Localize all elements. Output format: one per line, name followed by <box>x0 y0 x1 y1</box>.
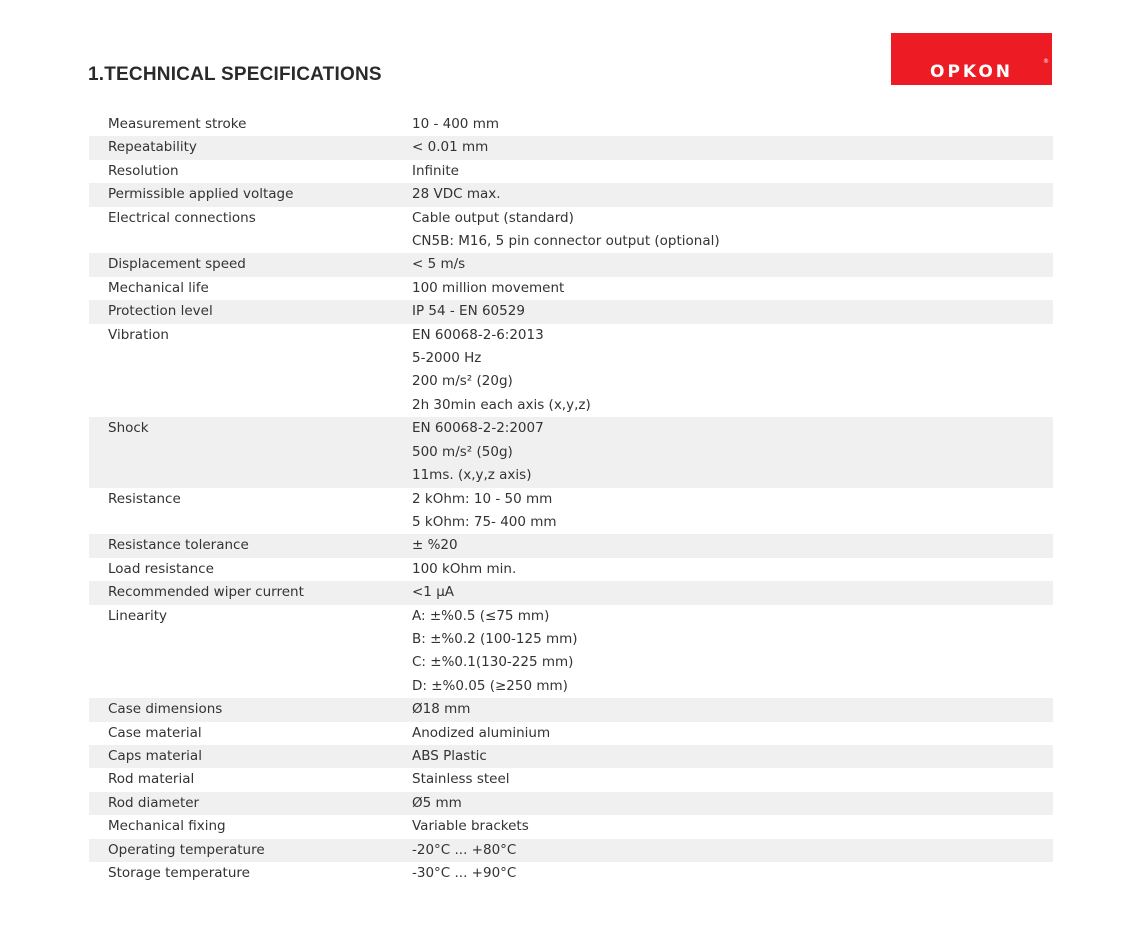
spec-label: Repeatability <box>108 139 197 156</box>
spec-label: Recommended wiper current <box>108 584 304 601</box>
spec-value: C: ±%0.1(130-225 mm) <box>412 654 574 671</box>
spec-value: < 5 m/s <box>412 256 466 273</box>
spec-row <box>89 558 1053 581</box>
spec-value: 100 million movement <box>412 279 565 296</box>
spec-row <box>89 113 1053 136</box>
spec-value: Ø18 mm <box>412 701 471 718</box>
spec-label: Resistance <box>108 490 181 507</box>
spec-values <box>412 253 1053 276</box>
spec-values <box>412 745 1053 768</box>
spec-row <box>89 839 1053 862</box>
spec-value: 200 m/s² (20g) <box>412 373 513 390</box>
spec-row <box>89 722 1053 745</box>
spec-value: EN 60068-2-6:2013 <box>412 326 544 343</box>
spec-label: Measurement stroke <box>108 116 247 132</box>
spec-label: Resolution <box>108 162 179 179</box>
spec-value: D: ±%0.05 (≥250 mm) <box>412 677 568 694</box>
spec-label: Rod material <box>108 771 195 788</box>
spec-row <box>89 324 1053 418</box>
spec-label: Caps material <box>108 747 202 764</box>
spec-values <box>412 558 1053 581</box>
spec-value: Infinite <box>412 162 459 179</box>
spec-row <box>89 300 1053 323</box>
spec-values <box>412 160 1053 183</box>
spec-row <box>89 488 1053 535</box>
spec-label: Load resistance <box>108 560 214 577</box>
spec-value: Variable brackets <box>412 818 529 835</box>
spec-value: -20°C ... +80°C <box>412 841 517 858</box>
spec-value: Cable output (standard) <box>412 209 574 226</box>
spec-values <box>412 324 1053 418</box>
spec-row <box>89 768 1053 791</box>
spec-value: 5-2000 Hz <box>412 350 482 367</box>
spec-values <box>412 815 1053 838</box>
spec-value: 2 kOhm: 10 - 50 mm <box>412 490 553 507</box>
logo-text: OPKON <box>930 62 1013 82</box>
spec-value: EN 60068-2-2:2007 <box>412 420 544 437</box>
spec-label: Operating temperature <box>108 841 265 858</box>
registered-mark: ® <box>1043 58 1049 65</box>
spec-values <box>412 136 1053 159</box>
spec-value: Stainless steel <box>412 771 510 788</box>
spec-value: B: ±%0.2 (100-125 mm) <box>412 630 578 647</box>
spec-row <box>89 183 1053 206</box>
spec-values <box>412 768 1053 791</box>
spec-value: CN5B: M16, 5 pin connector output (optional) <box>412 233 720 250</box>
spec-row <box>89 815 1053 838</box>
spec-row <box>89 207 1053 254</box>
spec-row <box>89 862 1053 885</box>
spec-value: 5 kOhm: 75- 400 mm <box>412 513 557 530</box>
spec-label: Storage temperature <box>108 865 250 881</box>
spec-row <box>89 160 1053 183</box>
spec-value: Anodized aluminium <box>412 724 551 741</box>
spec-value: <1 µA <box>412 584 455 601</box>
spec-value: < 0.01 mm <box>412 139 489 156</box>
spec-row <box>89 581 1053 604</box>
spec-label: Permissible applied voltage <box>108 186 294 203</box>
spec-label: Mechanical life <box>108 279 209 296</box>
spec-value: 500 m/s² (50g) <box>412 443 513 460</box>
spec-values <box>412 417 1053 487</box>
spec-label: Electrical connections <box>108 209 256 226</box>
spec-label: Rod diameter <box>108 794 200 811</box>
spec-row <box>89 792 1053 815</box>
spec-label: Case dimensions <box>108 701 223 718</box>
spec-values <box>412 792 1053 815</box>
spec-value: IP 54 - EN 60529 <box>412 303 525 320</box>
spec-values <box>412 183 1053 206</box>
spec-values <box>412 207 1053 254</box>
spec-row <box>89 605 1053 699</box>
spec-label: Displacement speed <box>108 256 246 273</box>
spec-row <box>89 698 1053 721</box>
spec-row <box>89 534 1053 557</box>
spec-values <box>412 581 1053 604</box>
spec-values <box>412 300 1053 323</box>
spec-values <box>412 722 1053 745</box>
spec-value: 10 - 400 mm <box>412 116 499 132</box>
spec-value: 11ms. (x,y,z axis) <box>412 467 532 484</box>
spec-value: ABS Plastic <box>412 747 487 764</box>
spec-row <box>89 745 1053 768</box>
spec-label: Case material <box>108 724 202 741</box>
spec-value: 28 VDC max. <box>412 186 501 203</box>
spec-label: Vibration <box>108 326 169 343</box>
spec-values <box>412 113 1053 136</box>
spec-value: ± %20 <box>412 537 458 554</box>
page-title: 1.TECHNICAL SPECIFICATIONS <box>88 64 382 85</box>
spec-values <box>412 862 1053 885</box>
spec-table <box>89 113 1053 885</box>
spec-values <box>412 277 1053 300</box>
spec-values <box>412 534 1053 557</box>
spec-label: Mechanical fixing <box>108 818 226 835</box>
spec-row <box>89 277 1053 300</box>
spec-row <box>89 253 1053 276</box>
spec-row <box>89 417 1053 487</box>
spec-values <box>412 698 1053 721</box>
spec-label: Resistance tolerance <box>108 537 249 554</box>
spec-label: Shock <box>108 420 149 437</box>
spec-row <box>89 136 1053 159</box>
spec-label: Linearity <box>108 607 167 624</box>
spec-value: A: ±%0.5 (≤75 mm) <box>412 607 550 624</box>
spec-values <box>412 488 1053 535</box>
spec-value: 2h 30min each axis (x,y,z) <box>412 396 591 413</box>
spec-label: Protection level <box>108 303 213 320</box>
spec-value: 100 kOhm min. <box>412 560 517 577</box>
spec-value: -30°C ... +90°C <box>412 865 517 881</box>
spec-values <box>412 839 1053 862</box>
opkon-logo <box>891 33 1052 85</box>
spec-values <box>412 605 1053 699</box>
spec-value: Ø5 mm <box>412 794 462 811</box>
